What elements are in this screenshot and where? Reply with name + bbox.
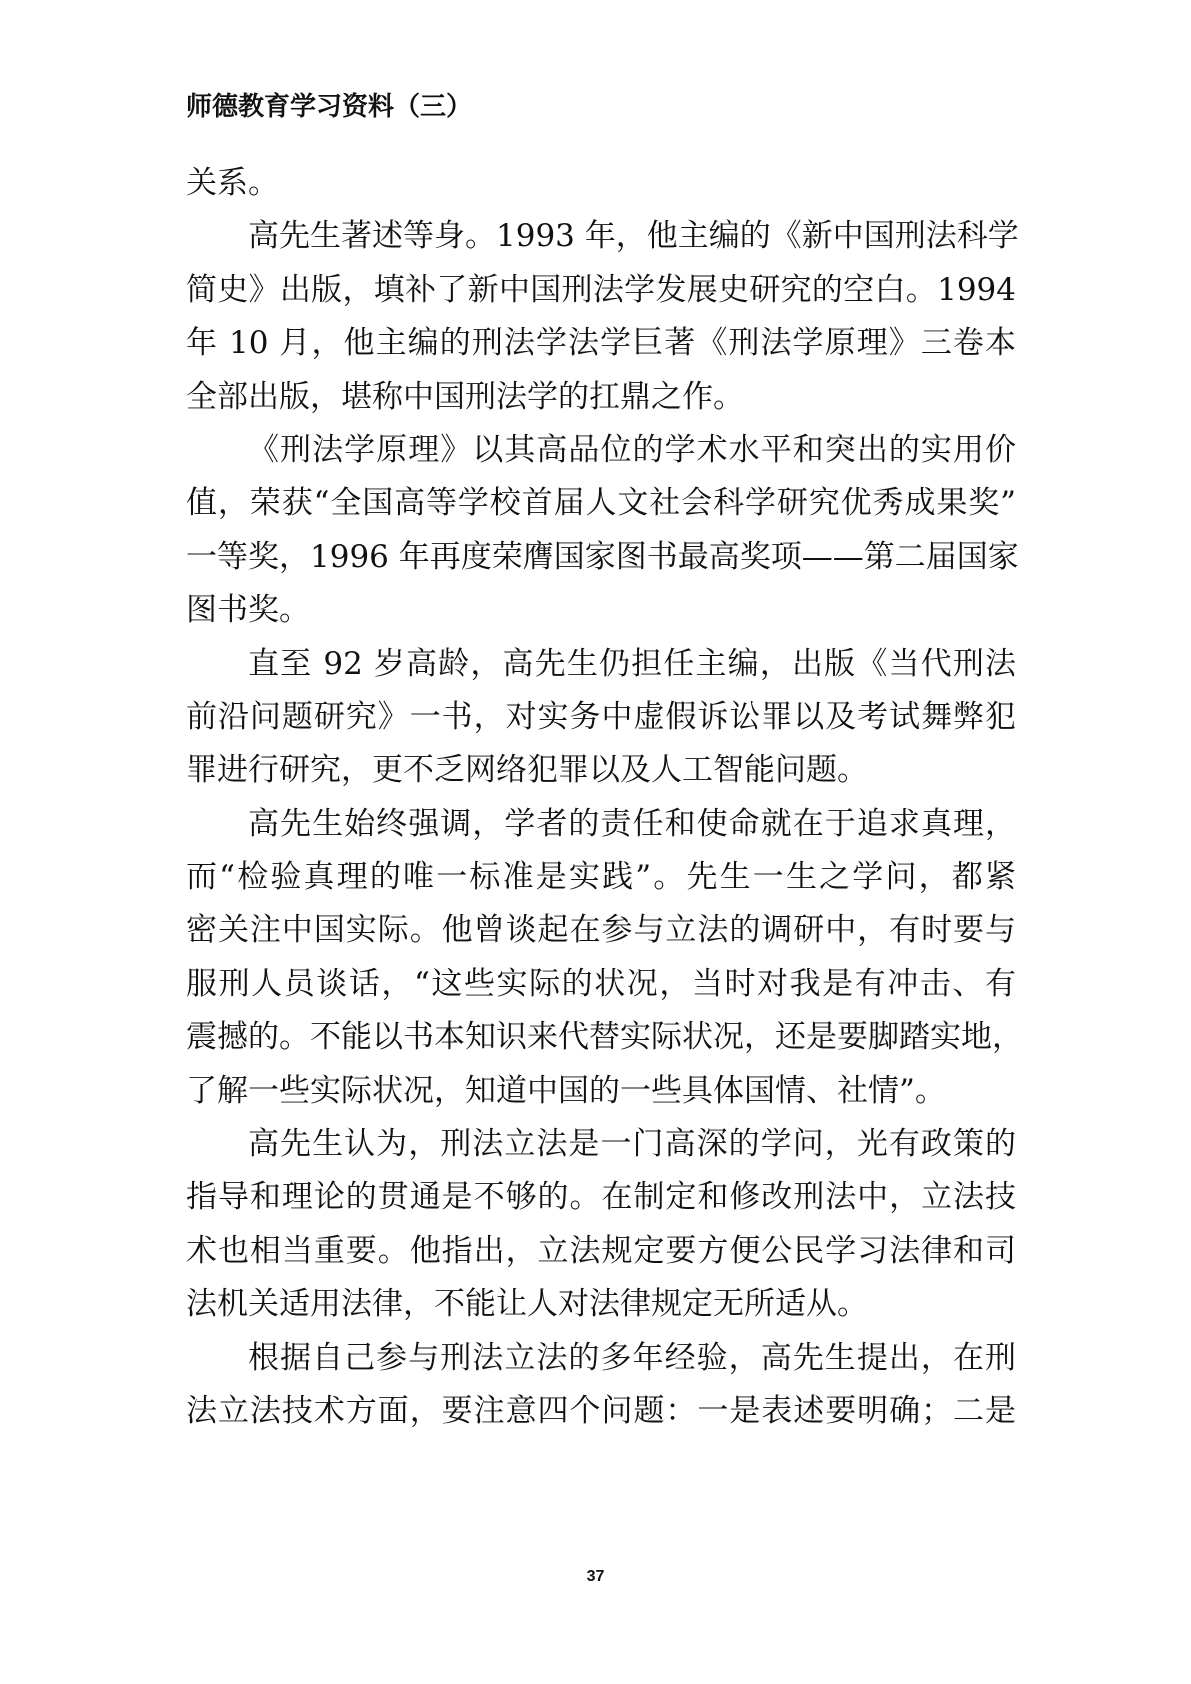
text-line: 密关注中国实际。他曾谈起在参与立法的调研中，有时要与: [186, 912, 1016, 949]
text-line: 根据自己参与刑法立法的多年经验，高先生提出，在刑: [248, 1339, 1016, 1376]
text-line: 法立法技术方面，要注意四个问题：一是表述要明确；二是: [186, 1392, 1016, 1429]
text-line: 图书奖。: [186, 592, 310, 629]
text-line: 法机关适用法律，不能让人对法律规定无所适从。: [186, 1286, 868, 1323]
text-line: 震撼的。不能以书本知识来代替实际状况，还是要脚踏实地，: [186, 1019, 1023, 1056]
text-line: 直至 92 岁高龄，高先生仍担任主编，出版《当代刑法: [248, 645, 1016, 682]
article-body: [186, 157, 1023, 1438]
text-line: 全部出版，堪称中国刑法学的扛鼎之作。: [186, 378, 744, 415]
text-line: 高先生始终强调，学者的责任和使命就在于追求真理，: [248, 805, 1016, 842]
text-line: 指导和理论的贯通是不够的。在制定和修改刑法中，立法技: [186, 1179, 1016, 1216]
text-line: 高先生认为，刑法立法是一门高深的学问，光有政策的: [248, 1126, 1016, 1163]
text-line: 而“检验真理的唯一标准是实践”。先生一生之学问，都紧: [186, 859, 1016, 896]
page-number: 37: [586, 1568, 605, 1585]
page-header-title: 师德教育学习资料（三）: [186, 92, 473, 122]
text-line: 《刑法学原理》以其高品位的学术水平和突出的实用价: [248, 431, 1016, 468]
text-line: 前沿问题研究》一书，对实务中虚假诉讼罪以及考试舞弊犯: [186, 698, 1016, 735]
text-line: 罪进行研究，更不乏网络犯罪以及人工智能问题。: [186, 752, 868, 789]
text-line: 简史》出版，填补了新中国刑法学发展史研究的空白。1994: [186, 271, 1016, 308]
text-line: 值，荣获“全国高等学校首届人文社会科学研究优秀成果奖”: [186, 485, 1016, 522]
text-line: 关系。: [186, 165, 279, 201]
text-line: 服刑人员谈话，“这些实际的状况，当时对我是有冲击、有: [186, 965, 1016, 1002]
text-line: 年 10 月，他主编的刑法学法学巨著《刑法学原理》三卷本: [186, 325, 1016, 362]
text-line: 术也相当重要。他指出，立法规定要方便公民学习法律和司: [186, 1232, 1016, 1269]
text-line: 高先生著述等身。1993 年，他主编的《新中国刑法科学: [248, 218, 1019, 255]
text-line: 了解一些实际状况，知道中国的一些具体国情、社情”。: [186, 1072, 946, 1109]
text-line: 一等奖，1996 年再度荣膺国家图书最高奖项——第二届国家: [186, 538, 1019, 575]
